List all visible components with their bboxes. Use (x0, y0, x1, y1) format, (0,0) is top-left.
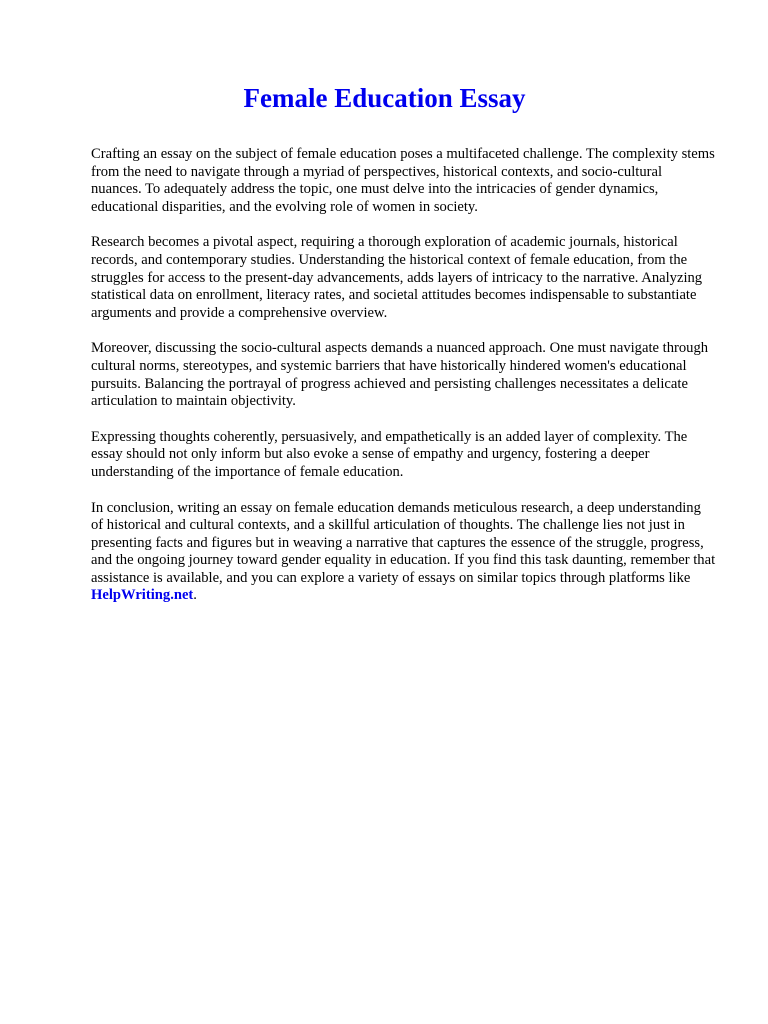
paragraph-conclusion (91, 500, 716, 606)
paragraph-research: Research becomes a pivotal aspect, requiring a thorough exploration of academic journals, historical records, and contemporary studies. Understanding the historical context of female education, from the struggles for access to the present-day advancements, adds layers of intricacy to the narrative. Analyzing statistical data on enrollment, literacy rates, and societal attitudes becomes indispensable to substantiate arguments and provide a comprehensive overview. (91, 234, 703, 321)
conclusion-text: In conclusion, writing an essay on female education demands meticulous research, a deep understanding of historical and cultural contexts, and a skillful articulation of thoughts. The challenge lies not just in presenting facts and figures but in weaving a narrative that captures the essence of the struggle, progress, and the ongoing journey toward gender equality in education. If you find this task daunting, remember that assistance is available, and you can explore a variety of essays on similar topics through platforms like (91, 499, 716, 586)
helpwriting-link[interactable]: HelpWriting.net (91, 587, 194, 604)
paragraph-expression: Expressing thoughts coherently, persuasively, and empathetically is an added layer of complexity. The essay should not only inform but also evoke a sense of empathy and urgency, fostering a deeper understanding of the importance of female education. (91, 428, 688, 480)
paragraph-socio-cultural: Moreover, discussing the socio-cultural aspects demands a nuanced approach. One must navigate through cultural norms, stereotypes, and systemic barriers that have historically hindered women's educational pursuits. Balancing the portrayal of progress achieved and persisting challenges necessitates a delicate articulation to maintain objectivity. (91, 340, 709, 410)
conclusion-end: . (193, 587, 197, 604)
page-title: Female Education Essay (243, 83, 526, 113)
paragraph-intro: Crafting an essay on the subject of female education poses a multifaceted challenge. The complexity stems from the need to navigate through a myriad of perspectives, historical contexts, and socio-cultural nuances. To adequately address the topic, one must delve into the intricacies of gender dynamics, educational disparities, and the evolving role of women in society. (91, 146, 715, 215)
